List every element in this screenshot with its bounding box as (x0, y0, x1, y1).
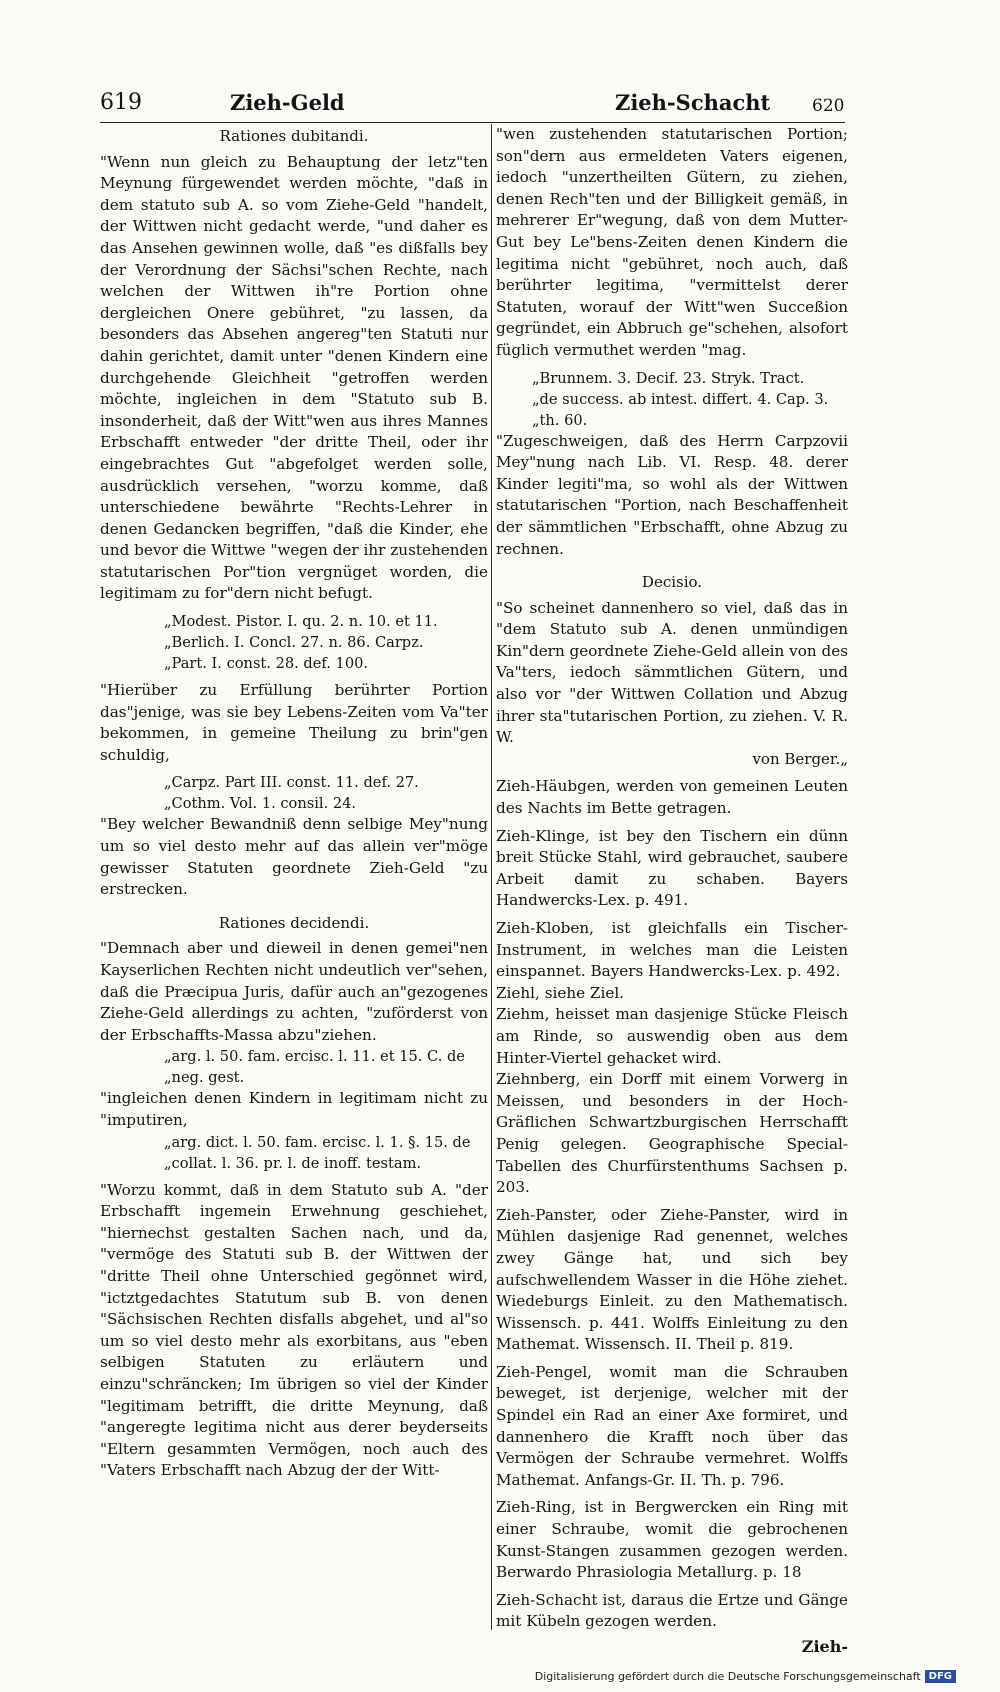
dictionary-entry: Zieh-Ring, ist in Bergwercken ein Ring mit einer Schraube, womit die gebrochenen Kunst-Stangen zusammen gezogen werden. Berwardo Phrasiologia Metallurg. p. 18 (496, 1498, 848, 1582)
paragraph: "Hierüber zu Erfüllung berührter Portion das"jenige, was sie bey Lebens-Zeiten vom Va"ter bekommen, in gemeine Theilung zu brin"gen schuldig, (100, 681, 488, 764)
citation: „neg. gest. (164, 1069, 245, 1087)
citation: „de success. ab intest. differt. 4. Cap. 3. (532, 390, 829, 408)
column-divider (491, 124, 492, 1630)
paragraph: "Demnach aber und dieweil in denen gemei"nen Kayserlichen Rechten nicht undeutlich ver"sehen, daß die Præcipua Juris, dafür auch an"gezogenes Ziehe-Geld allerdings zu achten, "zuförderst von der Erbschaffts-Massa abzu"ziehen. (100, 939, 488, 1044)
citation: „arg. l. 50. fam. ercisc. l. 11. et 15. C. de (164, 1048, 465, 1066)
paragraph: "So scheinet dannenhero so viel, daß das in "dem Statuto sub A. denen unmündigen Kin"dern geordnete Ziehe-Geld allein von des Va"ters, iedoch sämmtlichen Gütern, und also vor "der Wittwen Collation und Abzug ihrer sta"tutarischen Portion, zu ziehen. V. R. W. (496, 598, 848, 747)
left-column (100, 124, 488, 1632)
running-header (100, 88, 845, 123)
section-heading-decisio: Decisio. (641, 573, 703, 592)
dictionary-entry: Zieh-Klinge, ist bey den Tischern ein dünn breit Stücke Stahl, wird gebrauchet, saubere Arbeit damit zu schaben. Bayers Handwercks-Lex. p. 491. (496, 826, 848, 910)
citation: „Part. I. const. 28. def. 100. (164, 655, 369, 673)
signature-line: von Berger.„ (752, 749, 848, 768)
page-number-left: 619 (100, 90, 142, 115)
paragraph: "Bey welcher Bewandniß denn selbige Mey"nung um so viel desto mehr auf das allein ver"möge gewisser Statuten geordnete Zieh-Geld "zu erstrecken. (100, 815, 488, 899)
paragraph: "Wenn nun gleich zu Behauptung der letz"ten Meynung fürgewendet werden möchte, "daß in dem statuto sub A. so vom Ziehe-Geld "handelt, der Wittwen nicht gedacht werde, "und daher es das Ansehen gewinnen wolle, daß "es dißfalls bey der Verordnung der Sächsi"schen Rechte, nach welchen der Wittwen ih"re Portion ohne dergleichen Onere gebühret, "zu lassen, da besonders das Absehen angereg"ten Statuti nur dahin gerichtet, damit unter "denen Kindern eine durchgehende Gleichheit "getroffen werden möchte, ingleichen in dem "Statuto sub B. insonderheit, daß der Witt"wen aus ihres Mannes Erbschafft entweder "der dritte Theil, oder ihr eingebrachtes Gut "abgefolget werden solle, ausdrücklich versehen, "worzu komme, daß unterschiedene bewährte "Rechts-Lehrer in denen Gedancken begriffen, "daß die Kinder, ehe und bevor die Wittwe "wegen der ihr zustehenden statutarischen Por"tion vergnüget worden, die legitimam zu for"dern nicht befugt. (100, 152, 488, 603)
citation: „Brunnem. 3. Decif. 23. Stryk. Tract. (532, 369, 805, 387)
dictionary-entry: Ziehl, siehe Ziel. (496, 983, 625, 1002)
right-column (496, 124, 848, 1632)
dictionary-entry: Zieh-Schacht ist, daraus die Ertze und Gänge mit Kübeln gezogen werden. (496, 1590, 848, 1631)
dictionary-entry: Ziehm, heisset man dasjenige Stücke Fleisch am Rinde, so auswendig oben aus dem Hinter-Viertel gehacket wird. (496, 1005, 848, 1067)
dictionary-entry: Zieh-Häubgen, werden von gemeinen Leuten des Nachts im Bette getragen. (496, 777, 848, 818)
paragraph: "Worzu kommt, daß in dem Statuto sub A. "der Erbschafft ingemein Erwehnung geschiehet, "hiernechst gestalten Sachen nach, und da, "vermöge des Statuti sub B. der Wittwen der "dritte Theil ohne Unterschied gegönnet wird, "ictztgedachtes Statutum sub B. von denen "Sächsischen Rechten disfalls abgehet, und al"so um so viel desto mehr als exorbitans, aus "eben selbigen Statuten zu erläutern und einzu"schräncken; Im übrigen so viel der Kinder "legitimam betrifft, die dritte Meynung, daß "angeregte legitima nicht aus derer beyderseits "Eltern gesammten Vermögen, noch auch des "Vaters Erbschafft nach Abzug der der Witt- (100, 1180, 488, 1480)
citation: „Modest. Pistor. I. qu. 2. n. 10. et 11. (164, 613, 438, 631)
running-title-left: Zieh-Geld (230, 90, 345, 115)
running-title-right: Zieh-Schacht (615, 90, 771, 115)
dictionary-entry: Zieh-Pengel, womit man die Schrauben beweget, ist derjenige, welcher mit der Spindel ein Rad an einer Axe formiret, und dannenhero die Krafft noch über das Vermögen der Schraube vermehret. Wolffs Mathemat. Anfangs-Gr. II. Th. p. 796. (496, 1362, 848, 1489)
dictionary-entry: Zieh-Kloben, ist gleichfalls ein Tischer-Instrument, in welches man die Leisten einspannet. Bayers Handwercks-Lex. p. 492. (496, 919, 848, 981)
citation: „arg. dict. l. 50. fam. ercisc. l. 1. §. 15. de (164, 1133, 471, 1151)
section-heading-decidendi: Rationes decidendi. (218, 913, 370, 932)
paragraph: "wen zustehenden statutarischen Portion; son"dern aus ermeldeten Vaters eigenen, iedoch "unzertheilten Gütern, zu ziehen, denen Rech"ten und der Billigkeit gemäß, in mehrerer Er"wegung, daß von dem Mutter-Gut bey Le"bens-Zeiten denen Kindern die legitima nicht "gebühret, noch auch, daß berührter legitima, "vermittelst derer Statuten, worauf der Witt"wen Succeßion gegründet, ein Abbruch ge"schehen, alsofort füglich vermuthet werden "mag. (496, 125, 848, 359)
section-heading-dubitandi: Rationes dubitandi. (219, 127, 369, 145)
paragraph: "Zugeschweigen, daß des Herrn Carpzovii Mey"nung nach Lib. VI. Resp. 48. derer Kinder legiti"ma, so wohl als der Wittwen statutarischen "Portion, nach Beschaffenheit der sämmtlichen "Erbschafft, ohne Abzug zu rechnen. (496, 431, 848, 558)
dictionary-entry: Ziehnberg, ein Dorff mit einem Vorwerg in Meissen, und besonders in der Hoch-Gräflichen Schwartzburgischen Herrschafft Penig gelegen. Geographische Special-Tabellen des Churfürstenthums Sachsen p. 203. (496, 1070, 848, 1197)
citation: „Berlich. I. Concl. 27. n. 86. Carpz. (164, 634, 424, 652)
paragraph: "ingleichen denen Kindern in legitimam nicht zu "imputiren, (100, 1089, 488, 1129)
dictionary-entry: Zieh-Panster, oder Ziehe-Panster, wird in Mühlen dasjenige Rad genennet, welches zwey Gänge hat, und sich bey aufschwellendem Wasser in die Höhe ziehet. Wiedeburgs Einleit. zu den Mathematisch. Wissensch. p. 441. Wolffs Einleitung zu den Mathemat. Wissensch. II. Theil p. 819. (496, 1205, 848, 1354)
dfg-logo: DFG (925, 1670, 956, 1683)
footer-text: Digitalisierung gefördert durch die Deutsche Forschungsgemeinschaft (534, 1669, 921, 1683)
catchword: Zieh- (801, 1637, 848, 1656)
page-number-right: 620 (812, 96, 845, 116)
citation: „collat. l. 36. pr. l. de inoff. testam. (164, 1154, 422, 1172)
citation: „th. 60. (532, 411, 588, 429)
citation: „Cothm. Vol. 1. consil. 24. (164, 795, 357, 813)
citation: „Carpz. Part III. const. 11. def. 27. (164, 774, 419, 792)
digitization-footer (535, 1666, 956, 1686)
